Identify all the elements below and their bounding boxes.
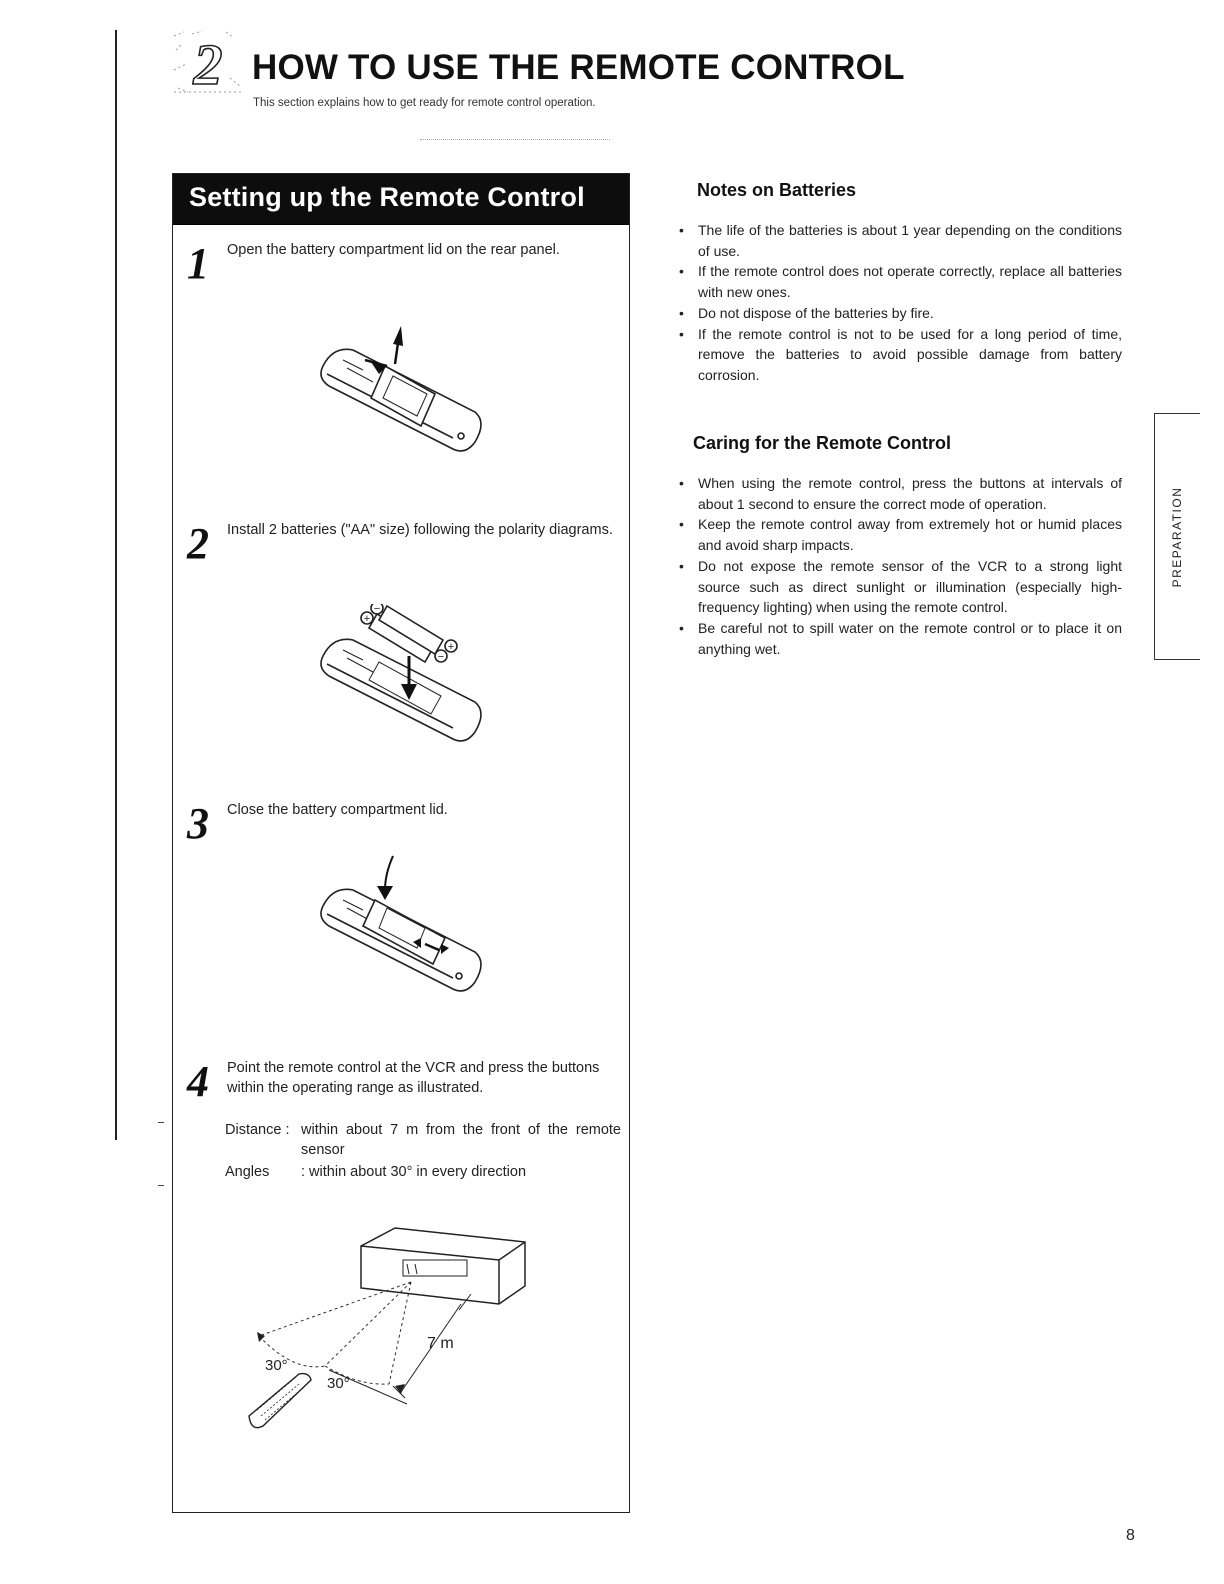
list-item: • Be careful not to spill water on the remote control or to place it on anything wet.: [677, 618, 1122, 659]
caring-list: [677, 473, 1122, 659]
binding-tick: [158, 1122, 164, 1123]
setup-heading: Setting up the Remote Control: [189, 182, 585, 212]
diagram-angle-right-label: 30°: [327, 1375, 350, 1392]
side-tab-border: [1154, 659, 1200, 660]
list-item: • If the remote control is not to be used for a long period of time, remove the batteries to avoid possible damage from battery corrosion.: [677, 324, 1122, 386]
step-number: 2: [187, 519, 209, 568]
spec-value: : within about 30° in every direction: [301, 1164, 527, 1180]
side-tab-border: [1154, 413, 1155, 660]
setup-panel: [172, 173, 630, 1513]
decorative-divider: [420, 139, 610, 141]
list-item: • When using the remote control, press the buttons at intervals of about 1 second to ensure the correct mode of operation.: [677, 473, 1122, 514]
list-item: • The life of the batteries is about 1 year depending on the conditions of use.: [677, 220, 1122, 261]
distance-spec: [225, 1120, 621, 1158]
side-tab-label: PREPARATION: [1170, 486, 1184, 588]
svg-text:−: −: [437, 651, 445, 663]
caring-title: Caring for the Remote Control: [693, 433, 952, 453]
remote-close-lid-illustration: [313, 854, 493, 1004]
step-text: Open the battery compartment lid on the rear panel.: [227, 242, 560, 258]
operating-range-diagram: [243, 1224, 543, 1444]
notes-list: [677, 220, 1122, 386]
list-item: • Do not dispose of the batteries by fire.: [677, 303, 1122, 324]
spec-value: within about 7 m from the front of the remote sensor: [301, 1122, 621, 1158]
spec-label: Distance :: [225, 1122, 290, 1138]
step-text: Close the battery compartment lid.: [227, 802, 448, 818]
svg-text:+: +: [447, 641, 455, 653]
step-text: Point the remote control at the VCR and press the buttons within the operating range as illustrated.: [227, 1060, 600, 1096]
section-number-badge: [172, 30, 244, 94]
page-number: 8: [1126, 1527, 1135, 1544]
diagram-distance-label: 7 m: [427, 1335, 454, 1352]
step-number: 1: [187, 239, 209, 288]
spec-label: Angles: [225, 1164, 270, 1180]
svg-text:+: +: [363, 613, 371, 625]
angles-spec: [225, 1162, 617, 1182]
binding-edge-line: [115, 30, 117, 1140]
side-tab-border: [1154, 413, 1200, 414]
diagram-angle-left-label: 30°: [265, 1357, 288, 1374]
list-item: • Keep the remote control away from extremely hot or humid places and avoid sharp impacts.: [677, 514, 1122, 555]
step-number: 4: [187, 1057, 209, 1106]
svg-text:−: −: [373, 604, 381, 615]
binding-tick: [158, 1185, 164, 1186]
notes-title: Notes on Batteries: [697, 180, 857, 200]
setup-banner: [173, 174, 629, 225]
page-title: HOW TO USE THE REMOTE CONTROL: [252, 48, 905, 87]
page-subtitle: This section explains how to get ready for remote control operation.: [253, 97, 596, 109]
step-number: 3: [187, 799, 209, 848]
list-item: • Do not expose the remote sensor of the VCR to a strong light source such as direct sunlight or illumination (especially high-frequency lighting) when using the remote control.: [677, 556, 1122, 618]
section-number-text: 2: [193, 32, 223, 94]
remote-install-batteries-illustration: [313, 604, 493, 754]
step-text: Install 2 batteries ("AA" size) following the polarity diagrams.: [227, 522, 613, 538]
remote-open-lid-illustration: [313, 324, 493, 464]
list-item: • If the remote control does not operate correctly, replace all batteries with new ones.: [677, 261, 1122, 302]
section-side-tab: [1154, 413, 1200, 660]
